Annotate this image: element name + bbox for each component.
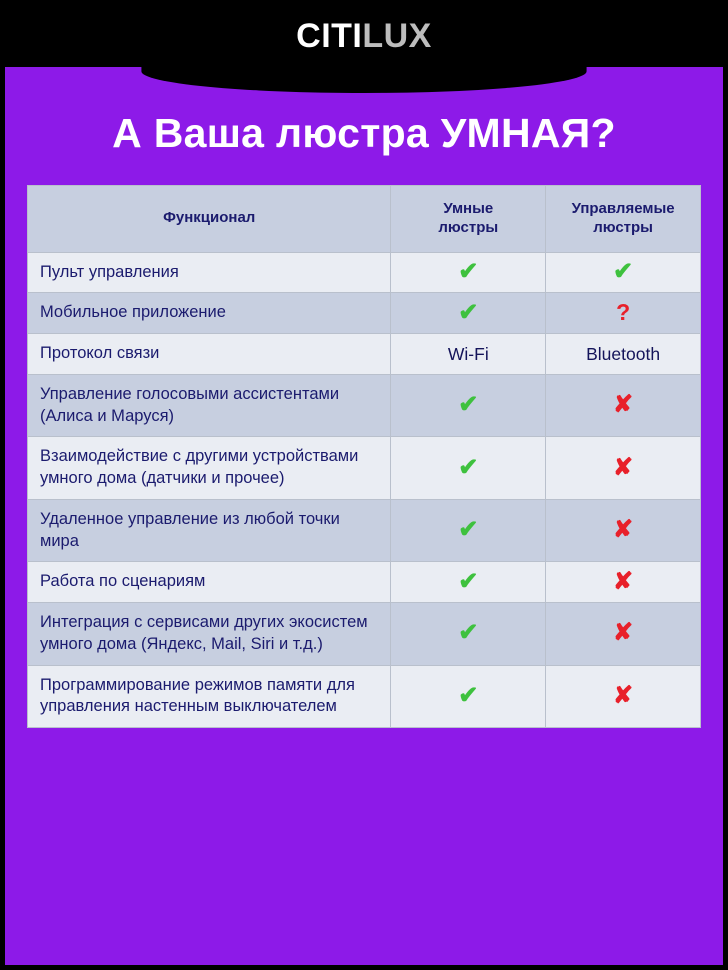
- table-row: [28, 603, 701, 666]
- table-row: [28, 665, 701, 728]
- comparison-table-wrapper: [27, 185, 701, 728]
- check-icon: ✔: [458, 619, 479, 647]
- column-header-controlled-line1: Управляемые: [571, 200, 675, 217]
- column-header-smart-line2: люстры: [438, 218, 499, 236]
- row-feature-label: Программирование режимов памяти для управления настенным выключателем: [28, 665, 391, 728]
- brand-logo-citi: CITI: [296, 16, 363, 55]
- table-row: [28, 562, 701, 603]
- cross-icon: ✘: [613, 516, 634, 544]
- row-value-controlled: [546, 252, 701, 293]
- row-feature-label: Удаленное управление из любой точки мира: [28, 499, 391, 562]
- table-body: [28, 252, 701, 728]
- table-header-row: [28, 186, 701, 253]
- cross-icon: ✘: [613, 567, 634, 595]
- row-value-controlled: [546, 562, 701, 603]
- row-value-smart: [391, 499, 546, 562]
- column-header-controlled-line2: люстры: [593, 218, 653, 236]
- column-header-feature: Функционал: [28, 186, 391, 253]
- cross-icon: ✘: [613, 391, 634, 419]
- row-value-smart: [391, 293, 546, 334]
- row-value-controlled: [546, 665, 701, 728]
- row-value-smart: [391, 562, 546, 603]
- row-feature-label: Мобильное приложение: [28, 293, 391, 334]
- cross-icon: ✘: [613, 681, 634, 709]
- table-row: [28, 499, 701, 562]
- row-value-controlled: [546, 334, 701, 375]
- brand-logo: [296, 17, 432, 56]
- row-value-controlled: [546, 499, 701, 562]
- check-icon: ✔: [458, 681, 479, 709]
- check-icon: ✔: [613, 257, 634, 285]
- check-icon: ✔: [458, 298, 479, 326]
- brand-bar: [5, 5, 723, 67]
- row-feature-label: Управление голосовыми ассистентами (Алиса и Маруся): [28, 374, 391, 437]
- table-row: [28, 334, 701, 375]
- row-value-smart: [391, 334, 546, 375]
- row-feature-label: Интеграция с сервисами других экосистем умного дома (Яндекс, Mail, Siri и т.д.): [28, 603, 391, 666]
- check-icon: ✔: [458, 516, 479, 544]
- row-value-smart: [391, 603, 546, 666]
- page-title: А Ваша люстра УМНАЯ?: [112, 109, 616, 156]
- row-feature-label: Пульт управления: [28, 252, 391, 293]
- column-header-controlled: [546, 186, 701, 253]
- check-icon: ✔: [458, 453, 479, 481]
- table-row: [28, 293, 701, 334]
- row-value-controlled: [546, 603, 701, 666]
- check-icon: ✔: [458, 257, 479, 285]
- row-value-smart: [391, 437, 546, 500]
- cross-icon: ✘: [613, 453, 634, 481]
- row-feature-label: Протокол связи: [28, 334, 391, 375]
- cross-icon: ✘: [613, 619, 634, 647]
- comparison-table: [27, 185, 701, 728]
- table-header: [28, 186, 701, 253]
- row-value-controlled: [546, 374, 701, 437]
- value-text: Wi-Fi: [447, 343, 489, 364]
- check-icon: ✔: [458, 391, 479, 419]
- row-value-controlled: [546, 437, 701, 500]
- row-value-controlled: [546, 293, 701, 334]
- value-text: Bluetooth: [586, 343, 661, 364]
- row-value-smart: [391, 374, 546, 437]
- row-feature-label: Работа по сценариям: [28, 562, 391, 603]
- brand-logo-lux: LUX: [362, 16, 432, 55]
- table-row: [28, 374, 701, 437]
- column-header-smart: [391, 186, 546, 253]
- question-icon: ?: [616, 298, 631, 325]
- row-feature-label: Взаимодействие с другими устройствами умного дома (датчики и прочее): [28, 437, 391, 500]
- row-value-smart: [391, 252, 546, 293]
- row-value-smart: [391, 665, 546, 728]
- check-icon: ✔: [458, 567, 479, 595]
- table-row: [28, 252, 701, 293]
- table-row: [28, 437, 701, 500]
- column-header-smart-line1: Умные: [443, 200, 494, 217]
